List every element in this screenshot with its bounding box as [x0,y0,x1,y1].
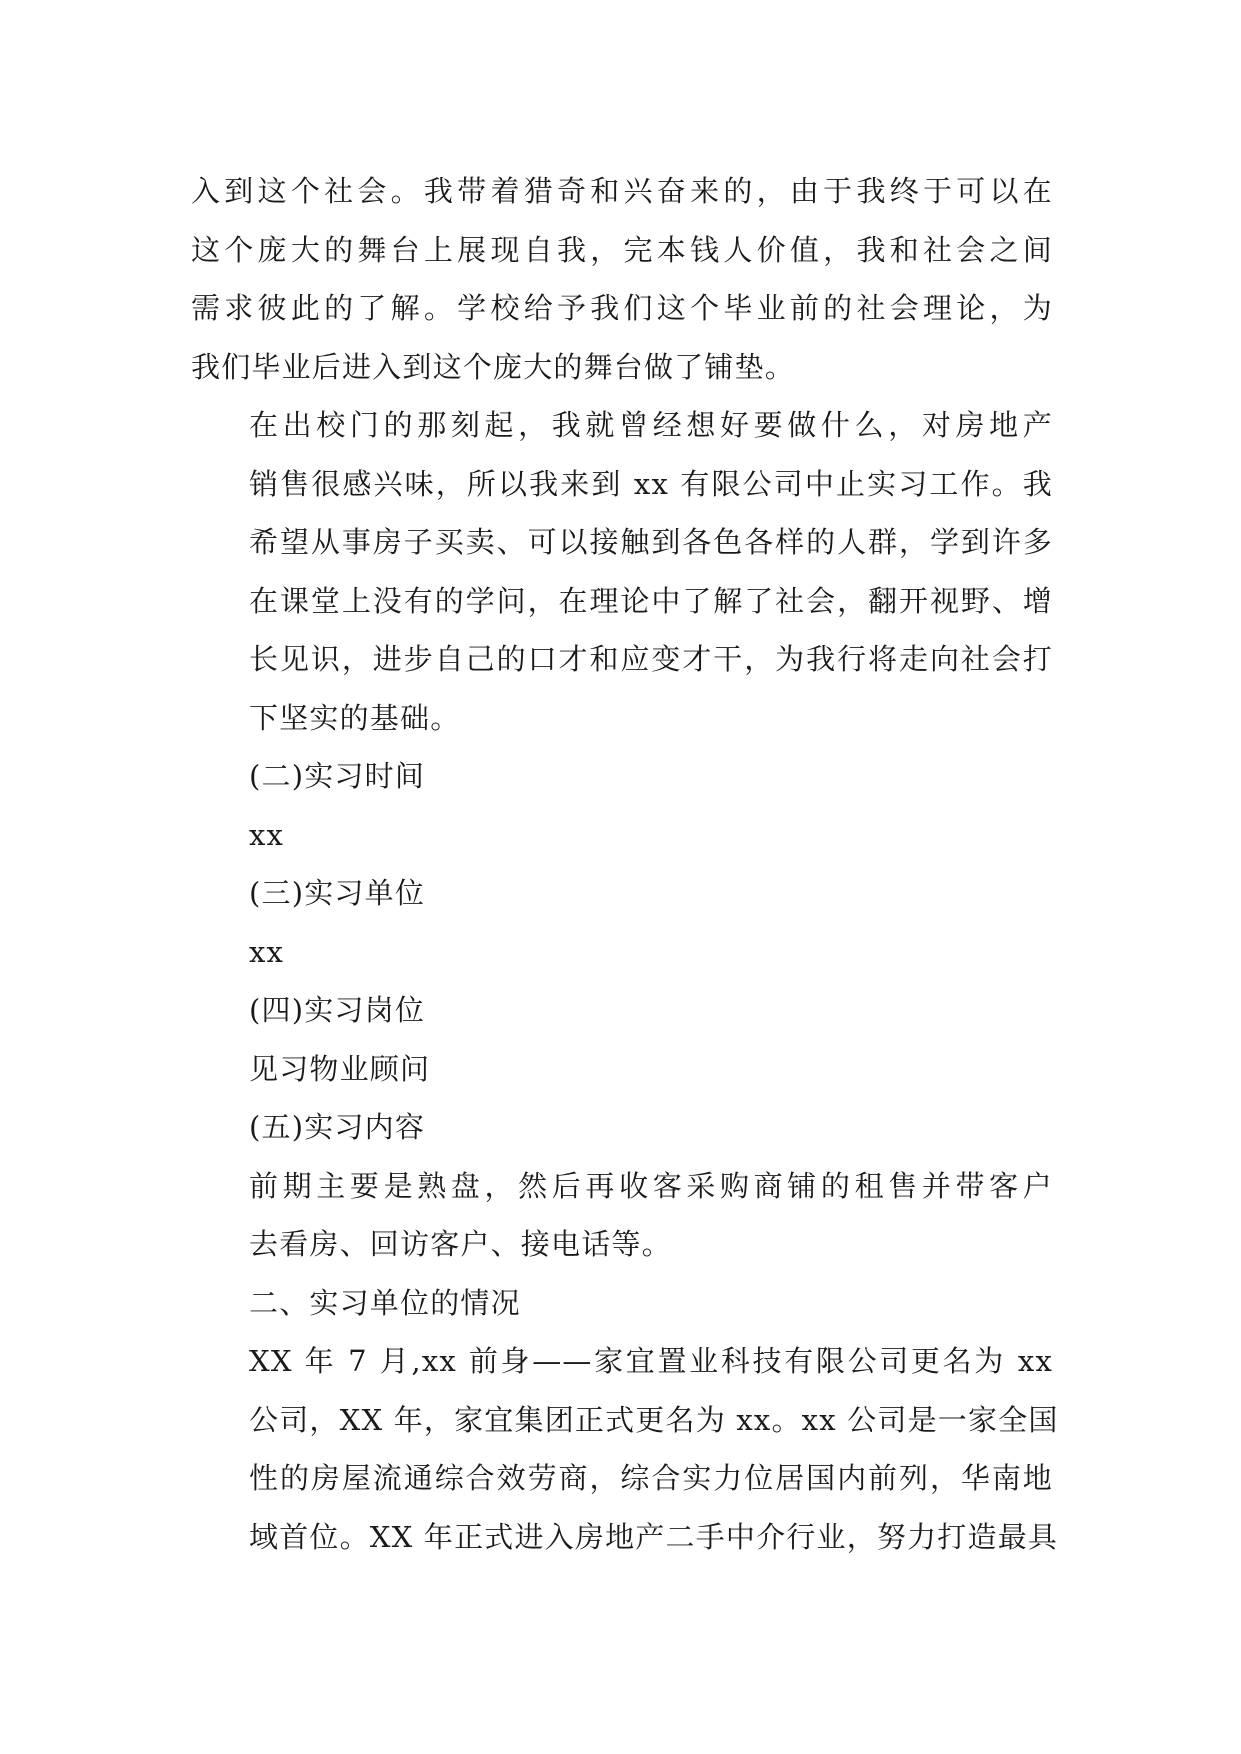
paragraph [191,747,1053,806]
text-line: xx [249,817,285,852]
paragraph [191,806,1053,865]
text-line: 前期主要是熟盘，然后再收客采购商铺的租售并带客户 [249,1168,1053,1203]
paragraph [191,162,1053,396]
text-line: 下坚实的基础。 [249,700,461,735]
text-line: (二)实习时间 [249,759,426,793]
text-line: 去看房、回访客户、接电话等。 [249,1227,672,1261]
text-line: 入到这个社会。我带着猎奇和兴奋来的，由于我终于可以在 [191,174,1053,208]
text-line: 见习物业顾问 [249,1051,431,1086]
text-line: (三)实习单位 [249,876,426,910]
paragraph [191,923,1053,982]
text-line: 这个庞大的舞台上展现自我，完本钱人价值，我和社会之间 [191,232,1053,267]
text-line: 希望从事房子买卖、可以接触到各色各样的人群，学到许多 [249,525,1053,559]
paragraph [191,1098,1053,1157]
paragraph [191,864,1053,923]
text-line: 公司，XX 年，家宜集团正式更名为 xx。xx 公司是一家全国 [249,1402,1059,1437]
text-line: XX 年 7 月,xx 前身——家宜置业科技有限公司更名为 xx [249,1344,1053,1378]
text-line: xx [249,934,285,969]
text-line: 二、实习单位的情况 [249,1285,521,1320]
paragraph [191,1332,1059,1566]
text-line: 在出校门的那刻起，我就曾经想好要做什么，对房地产 [249,408,1053,442]
text-line: (五)实习内容 [249,1110,426,1144]
paragraph [191,981,1053,1040]
text-line: 域首位。XX 年正式进入房地产二手中介行业，努力打造最具 [249,1519,1059,1554]
text-line: 销售很感兴味，所以我来到 xx 有限公司中止实习工作。我 [249,466,1053,501]
text-line: (四)实习岗位 [249,993,426,1027]
text-line: 长见识，进步自己的口才和应变才干，为我行将走向社会打 [249,642,1053,676]
paragraph [191,396,1053,747]
text-line: 性的房屋流通综合效劳商，综合实力位居国内前列，华南地 [249,1461,1053,1495]
text-line: 在课堂上没有的学问，在理论中了解了社会，翻开视野、增 [249,583,1053,618]
paragraph [191,1274,1053,1333]
paragraph [191,1157,1053,1274]
document-body [191,162,1059,1566]
paragraph [191,1040,1053,1099]
text-line: 需求彼此的了解。学校给予我们这个毕业前的社会理论，为 [191,291,1053,325]
text-line: 我们毕业后进入到这个庞大的舞台做了铺垫。 [191,349,796,384]
